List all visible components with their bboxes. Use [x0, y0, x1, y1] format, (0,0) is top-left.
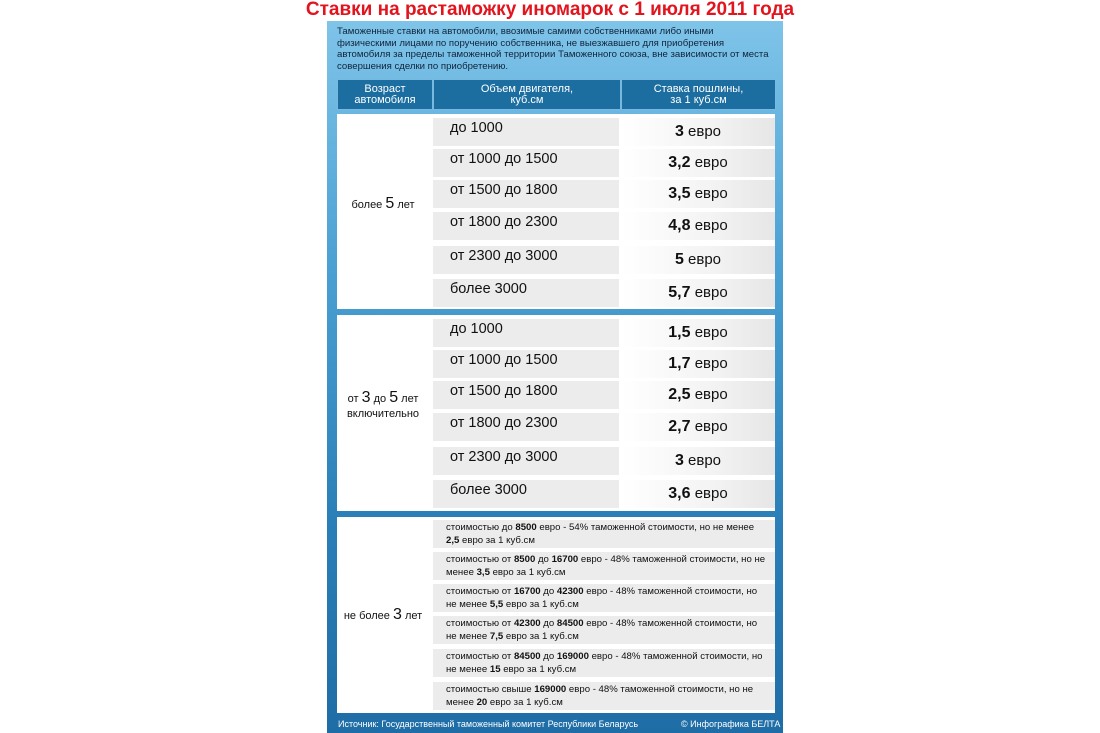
rate-value: 3,5 [668, 185, 691, 202]
table-row [433, 246, 775, 274]
table-row [433, 552, 775, 580]
rate-unit: евро [690, 185, 728, 202]
rate-unit: евро [690, 154, 728, 171]
min-rate-value: 5,5 [489, 599, 504, 610]
cost-text: стоимостью от [446, 651, 514, 662]
age-text: включительно [346, 408, 420, 420]
cost-value: 42300 [513, 618, 541, 629]
table-row [433, 520, 775, 548]
rate-value: 3 [674, 123, 684, 140]
table-row [433, 118, 775, 146]
table-row [433, 649, 775, 677]
volume-cell: более 3000 [433, 480, 619, 508]
rate-value: 1,7 [668, 355, 691, 372]
table-row [433, 180, 775, 208]
cost-text: до [540, 651, 557, 662]
age-number: 5 [385, 195, 395, 212]
age-text: лет [398, 393, 419, 405]
header-volume [433, 79, 621, 110]
cost-text: евро за 1 куб.см [487, 697, 563, 708]
cost-value: 169000 [556, 651, 589, 662]
age-up-to-3-years [337, 607, 429, 624]
age-number: 5 [389, 389, 399, 406]
rate-value: 2,7 [668, 418, 691, 435]
rate-cell [621, 118, 775, 146]
age-over-5-years [337, 196, 429, 213]
cost-text: евро за 1 куб.см [503, 599, 579, 610]
volume-cell: от 1800 до 2300 [433, 212, 619, 240]
rate-unit: евро [690, 324, 728, 341]
rate-cell [621, 180, 775, 208]
volume-cell: от 1500 до 1800 [433, 381, 619, 409]
age-text: до [370, 393, 390, 405]
header-rate-line1: Ставка пошлины, [653, 82, 744, 95]
header-age-line1: Возраст [364, 82, 406, 95]
rate-unit: евро [683, 123, 722, 140]
age-text: от [347, 393, 362, 405]
rate-cell [621, 480, 775, 508]
cost-text: евро - 48% таможенной стоимости, но не менее [446, 554, 766, 578]
cost-value: 42300 [556, 586, 584, 597]
volume-cell: более 3000 [433, 279, 619, 307]
source-note: Источник: Государственный таможенный комитет Республики Беларусь [338, 719, 639, 729]
rate-cell [621, 246, 775, 274]
cost-value: 84500 [556, 618, 584, 629]
volume-cell: от 1500 до 1800 [433, 180, 619, 208]
cost-value: 8500 [513, 554, 536, 565]
min-rate-value: 2,5 [446, 535, 460, 546]
cost-text: до [540, 586, 557, 597]
rate-value: 4,8 [668, 217, 691, 234]
rate-value: 3,6 [668, 485, 691, 502]
volume-cell: от 1000 до 1500 [433, 350, 619, 378]
table-row [433, 319, 775, 347]
cost-value: 84500 [513, 651, 541, 662]
cost-text: евро - 48% таможенной стоимости, но не менее [446, 586, 758, 610]
rate-value: 5 [674, 251, 684, 268]
table-row [433, 447, 775, 475]
cost-text: евро за 1 куб.см [489, 567, 566, 578]
rate-value: 1,5 [668, 324, 691, 341]
volume-cell: от 2300 до 3000 [433, 447, 619, 475]
page-title: Ставки на растаможку иномарок с 1 июля 2011 года [305, 0, 795, 20]
min-rate-value: 15 [489, 664, 501, 675]
header-volume-line2: куб.см [510, 93, 544, 106]
credit-note: © Инфографика БЕЛТА [681, 719, 781, 729]
rate-unit: евро [683, 452, 722, 469]
cost-text: стоимостью до [446, 522, 516, 533]
age-number: 3 [361, 389, 371, 406]
cost-text: стоимостью от [446, 554, 514, 565]
rate-unit: евро [690, 355, 728, 372]
rate-unit: евро [690, 217, 728, 234]
rate-value: 2,5 [668, 386, 691, 403]
rate-cell [621, 413, 775, 441]
table-row [433, 381, 775, 409]
header-rate-line2: за 1 куб.см [670, 93, 727, 106]
cost-text: до [540, 618, 557, 629]
intro-text: Таможенные ставки на автомобили, ввозимые самими собственниками либо иными физическими лицами по поручению собственника, не выезжавшего для приобретения автомобиля за пределы таможенной территории Таможенного союза, вне зависимости от места совершения сделки по приобретению. [337, 26, 769, 72]
cost-text: евро - 48% таможенной стоимости, но не менее [446, 618, 758, 642]
rate-value: 3,2 [668, 154, 691, 171]
table-row [433, 682, 775, 710]
rate-cell [621, 149, 775, 177]
rate-value: 3 [674, 452, 684, 469]
rate-cell [621, 279, 775, 307]
table-row [433, 413, 775, 441]
cost-text: евро за 1 куб.см [459, 535, 535, 546]
volume-cell: от 1800 до 2300 [433, 413, 619, 441]
volume-cell: от 2300 до 3000 [433, 246, 619, 274]
header-rate [621, 79, 776, 110]
age-number: 3 [392, 606, 402, 623]
header-age-line2: автомобиля [354, 93, 416, 106]
cost-value: 169000 [534, 684, 567, 695]
table-row [433, 149, 775, 177]
rate-unit: евро [683, 251, 722, 268]
rate-cell [621, 212, 775, 240]
table-row [433, 279, 775, 307]
age-3-to-5-years [337, 390, 429, 422]
rate-cell [621, 350, 775, 378]
volume-cell: от 1000 до 1500 [433, 149, 619, 177]
age-text: более [351, 199, 386, 211]
header-volume-line1: Объем двигателя, [480, 82, 574, 95]
min-rate-value: 20 [476, 697, 488, 708]
table-row [433, 616, 775, 644]
age-text: лет [394, 199, 415, 211]
cost-text: евро - 54% таможенной стоимости, но не менее [536, 522, 755, 533]
table-row [433, 584, 775, 612]
min-rate-value: 3,5 [476, 567, 490, 578]
age-text: не более [343, 610, 393, 622]
rate-cell [621, 381, 775, 409]
table-row [433, 350, 775, 378]
cost-text: до [535, 554, 552, 565]
rate-unit: евро [690, 284, 728, 301]
cost-value: 8500 [515, 522, 537, 533]
rate-unit: евро [690, 485, 728, 502]
cost-text: стоимостью свыше [446, 684, 535, 695]
volume-cell: до 1000 [433, 118, 619, 146]
rate-unit: евро [690, 418, 728, 435]
table-row [433, 212, 775, 240]
table-row [433, 480, 775, 508]
cost-value: 16700 [551, 554, 579, 565]
cost-text: стоимостью от [446, 586, 514, 597]
volume-cell: до 1000 [433, 319, 619, 347]
cost-text: евро - 48% таможенной стоимости, но не менее [446, 651, 763, 675]
rate-cell [621, 447, 775, 475]
cost-text: евро за 1 куб.см [503, 631, 579, 642]
min-rate-value: 7,5 [489, 631, 504, 642]
age-text: лет [401, 610, 423, 622]
cost-text: евро за 1 куб.см [500, 664, 577, 675]
rate-value: 5,7 [668, 284, 691, 301]
cost-text: стоимостью от [446, 618, 514, 629]
header-age [337, 79, 433, 110]
rate-cell [621, 319, 775, 347]
cost-text: евро - 48% таможенной стоимости, но не менее [446, 684, 754, 708]
rate-unit: евро [690, 386, 728, 403]
cost-value: 16700 [513, 586, 541, 597]
